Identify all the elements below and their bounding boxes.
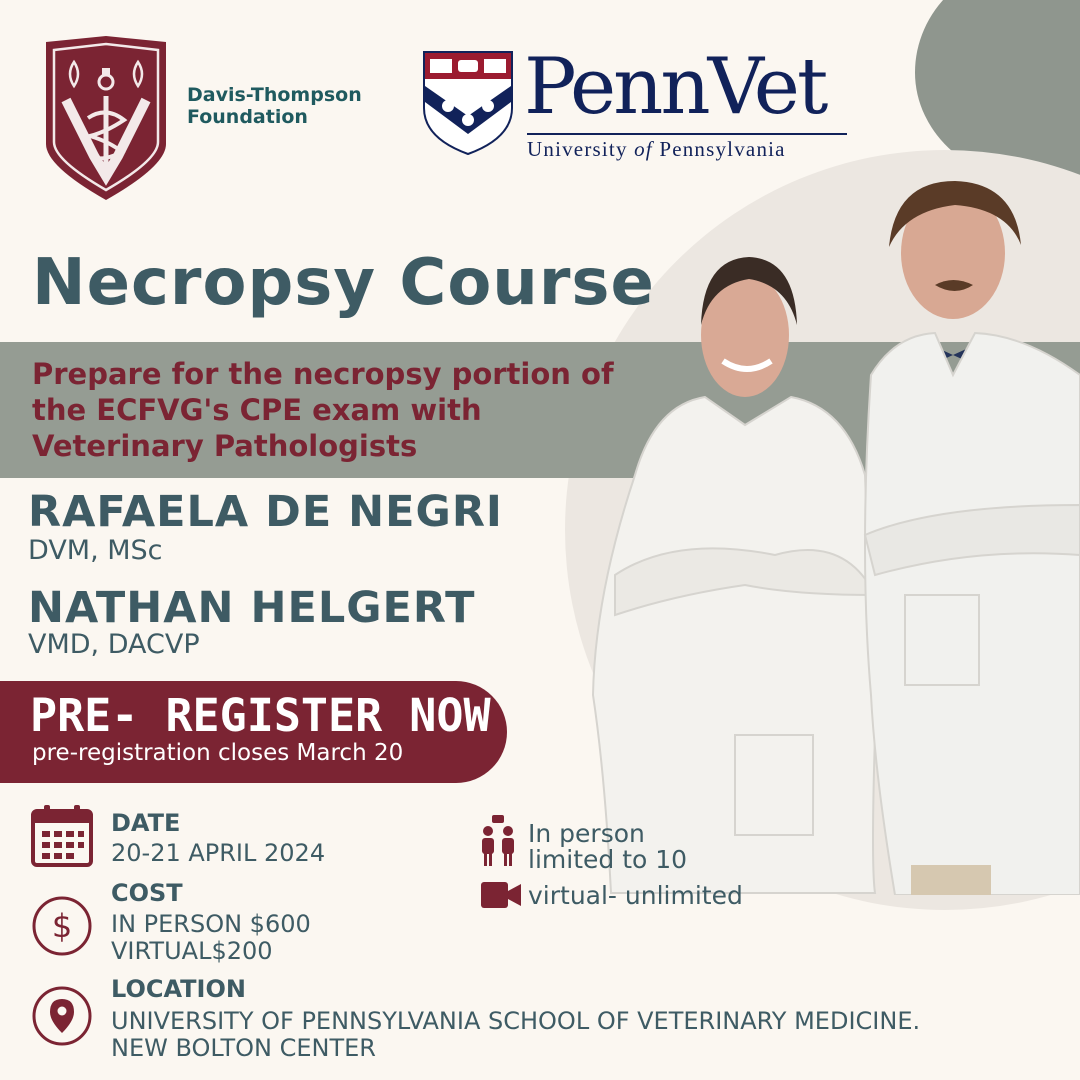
course-tagline xyxy=(32,356,652,464)
davis-thompson-shield-logo xyxy=(44,36,168,200)
org-name-line2: Foundation xyxy=(187,106,308,128)
uni-of: of xyxy=(634,137,653,161)
video-camera-icon xyxy=(481,882,521,908)
instructor-2-name: NATHAN HELGERT xyxy=(28,583,476,633)
man-figure xyxy=(865,181,1080,895)
pre-register-deadline: pre-registration closes March 20 xyxy=(32,740,404,766)
location-line2: NEW BOLTON CENTER xyxy=(111,1034,376,1062)
location-line1: UNIVERSITY OF PENNSYLVANIA SCHOOL OF VETERINARY MEDICINE. xyxy=(111,1007,921,1035)
pennvet-wordmark: PennVet xyxy=(524,42,826,132)
dollar-icon xyxy=(31,895,93,957)
instructor-2-credentials: VMD, DACVP xyxy=(28,629,200,660)
woman-figure xyxy=(593,257,875,893)
davis-thompson-foundation-name xyxy=(187,84,362,128)
tagline-line2: the ECFVG's CPE exam with xyxy=(32,393,482,427)
uni-word: University xyxy=(527,137,628,161)
cost-label: COST xyxy=(111,879,183,907)
course-title: Necropsy Course xyxy=(32,246,655,320)
penn-shield-logo xyxy=(422,50,514,155)
cost-in-person: IN PERSON $600 xyxy=(111,910,311,938)
pennvet-rule xyxy=(527,133,847,135)
in-person-label: In person xyxy=(528,819,645,848)
in-person-limit: limited to 10 xyxy=(528,845,688,874)
date-label: DATE xyxy=(111,809,181,837)
tagline-line3: Veterinary Pathologists xyxy=(32,429,418,463)
location-pin-icon xyxy=(31,985,93,1047)
org-name-line1: Davis-Thompson xyxy=(187,84,362,106)
instructor-1-name: RAFAELA DE NEGRI xyxy=(28,487,503,537)
virtual-label: virtual- unlimited xyxy=(528,881,743,910)
uni-penn: Pennsylvania xyxy=(659,137,786,161)
date-value: 20-21 APRIL 2024 xyxy=(111,839,326,867)
pre-register-label[interactable]: PRE- REGISTER NOW xyxy=(30,689,491,742)
tagline-line1: Prepare for the necropsy portion of xyxy=(32,357,614,391)
people-icon xyxy=(480,815,516,867)
cost-virtual: VIRTUAL$200 xyxy=(111,937,273,965)
svg-text:$: $ xyxy=(51,907,73,945)
location-label: LOCATION xyxy=(111,975,246,1003)
instructor-1-credentials: DVM, MSc xyxy=(28,535,163,566)
university-of-pennsylvania-text xyxy=(527,137,786,162)
calendar-icon xyxy=(30,803,94,867)
